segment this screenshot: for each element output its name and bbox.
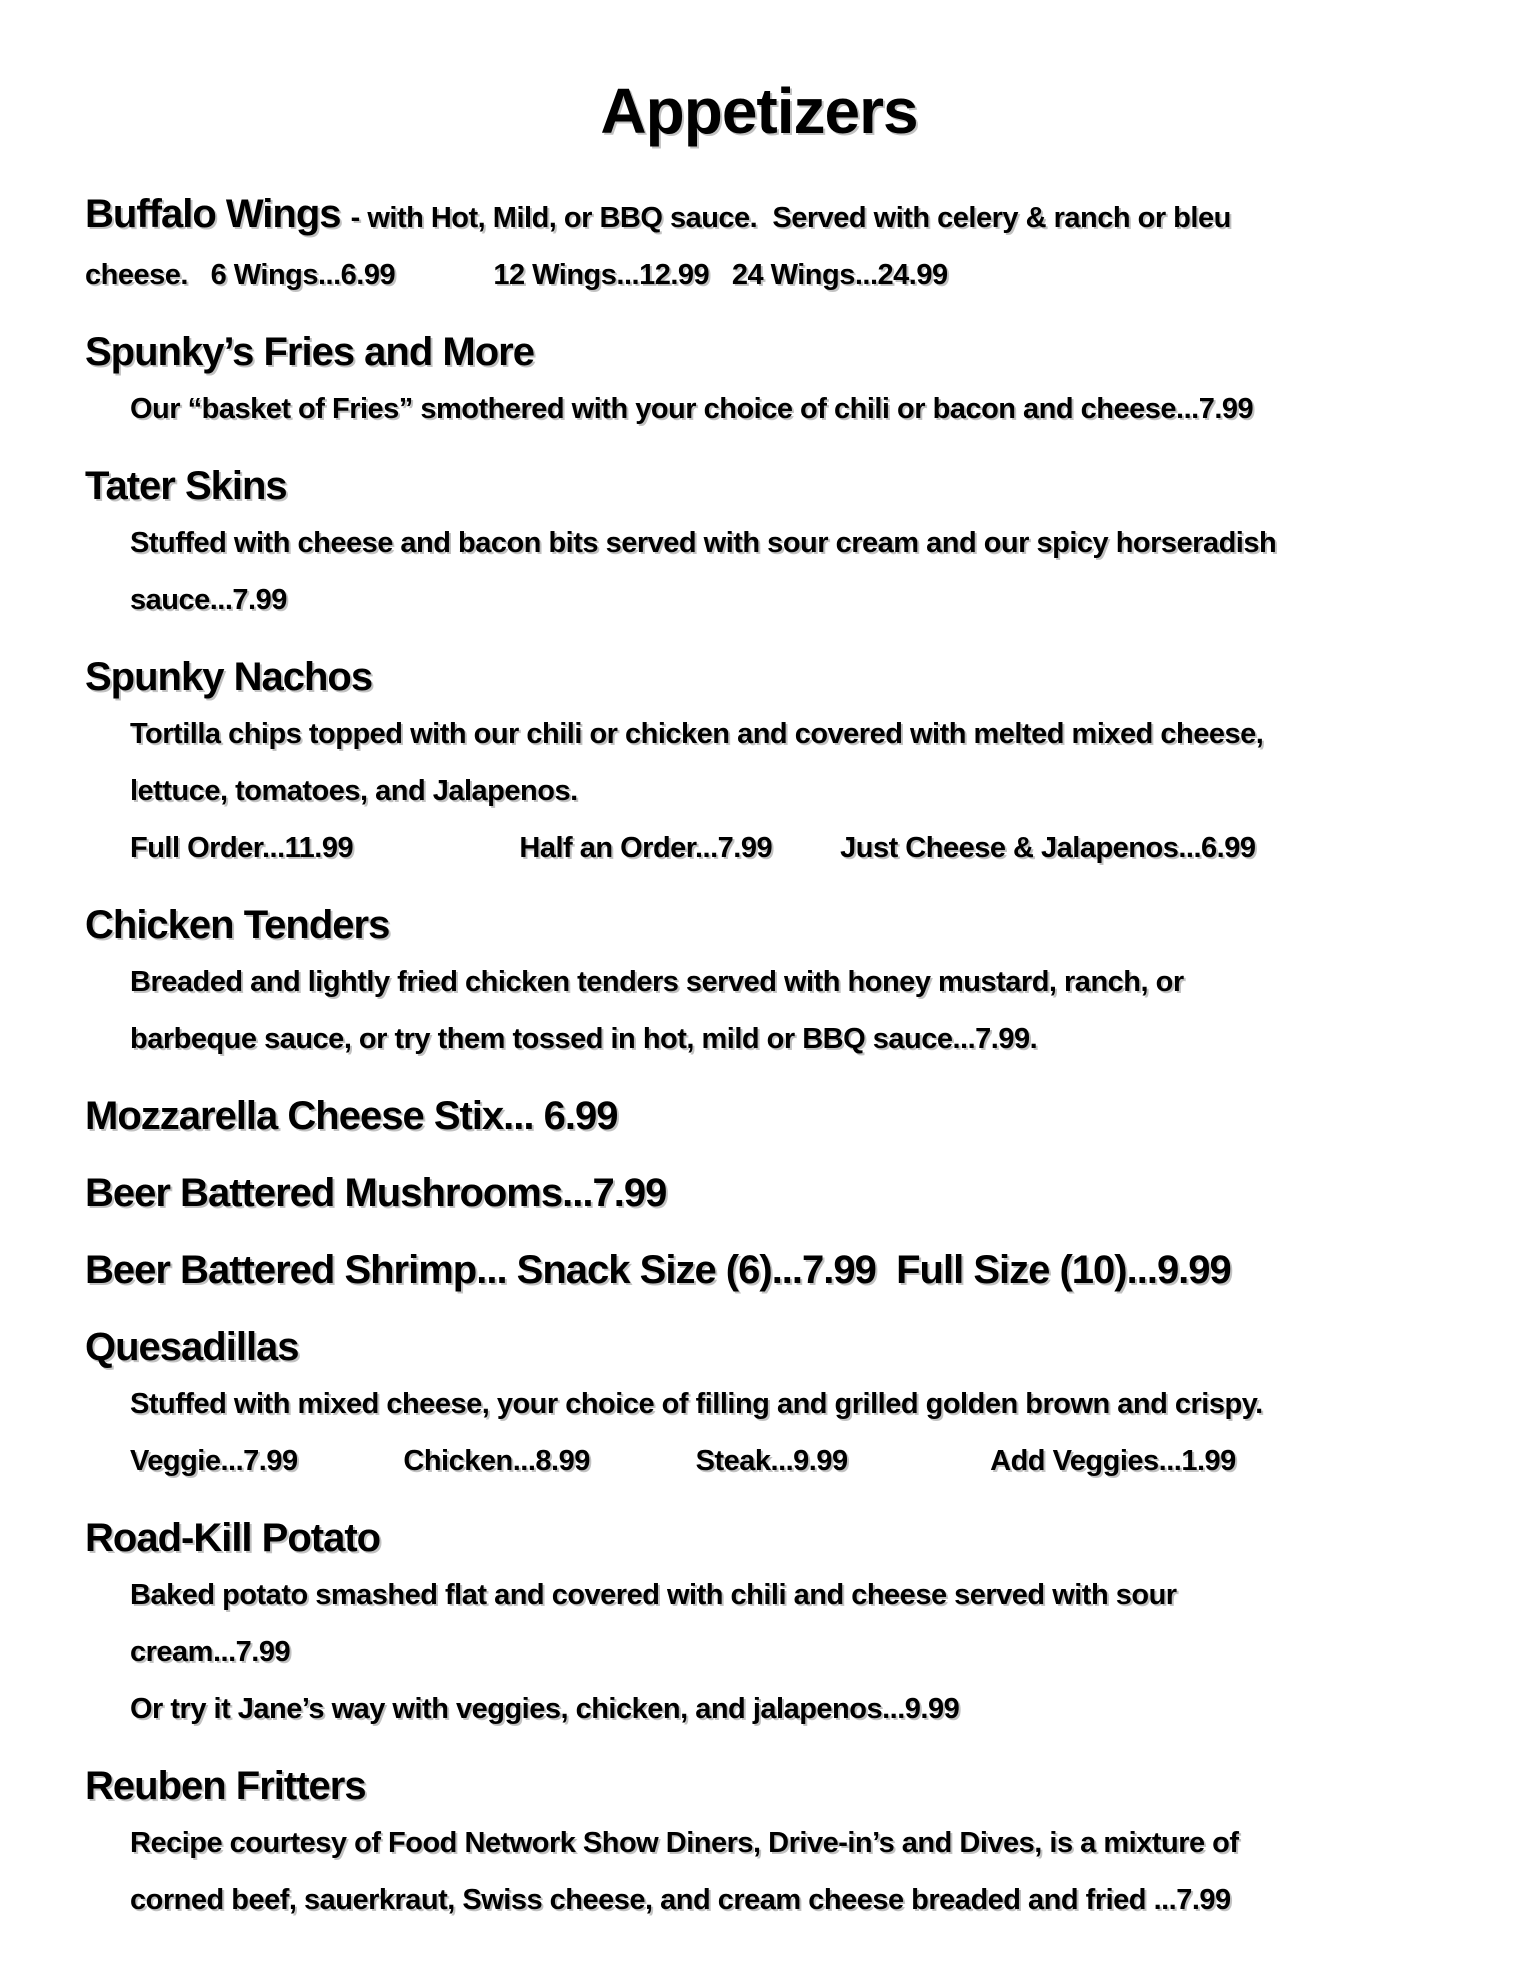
- item-name: Beer Battered Mushrooms...7.99: [85, 1171, 667, 1215]
- item-price-line: Veggie...7.99 Chicken...8.99 Steak...9.99 Add Veggies...1.99: [130, 1445, 1236, 1477]
- menu-item-reuben-fritters: [85, 1758, 1458, 1929]
- item-name: Reuben Fritters: [85, 1764, 366, 1808]
- item-line: cheese. 6 Wings...6.99 12 Wings...12.99 24 Wings...24.99: [85, 259, 948, 291]
- item-name: Buffalo Wings: [85, 192, 351, 236]
- item-line: Stuffed with cheese and bacon bits served with sour cream and our spicy horseradish: [130, 527, 1277, 559]
- item-name: Quesadillas: [85, 1325, 299, 1369]
- menu-item-road-kill-potato: [85, 1510, 1458, 1738]
- item-name: Tater Skins: [85, 464, 287, 508]
- menu-item-spunkys-fries: [85, 324, 1458, 438]
- item-line: sauce...7.99: [130, 584, 287, 616]
- item-name: Spunky Nachos: [85, 655, 373, 699]
- appetizers-menu: [0, 186, 1518, 1929]
- item-line: Recipe courtesy of Food Network Show Diners, Drive-in’s and Dives, is a mixture of: [130, 1827, 1239, 1859]
- item-line: lettuce, tomatoes, and Jalapenos.: [130, 775, 578, 807]
- menu-item-beer-battered-mushrooms: [85, 1165, 1458, 1222]
- item-line: Tortilla chips topped with our chili or chicken and covered with melted mixed cheese,: [130, 718, 1264, 750]
- item-price-line: Full Order...11.99 Half an Order...7.99 Just Cheese & Jalapenos...6.99: [130, 832, 1256, 864]
- menu-item-tater-skins: [85, 458, 1458, 629]
- item-line: Breaded and lightly fried chicken tenders served with honey mustard, ranch, or: [130, 966, 1184, 998]
- item-line: barbeque sauce, or try them tossed in hot, mild or BBQ sauce...7.99.: [130, 1023, 1038, 1055]
- item-name: Spunky’s Fries and More: [85, 330, 534, 374]
- page-title: Appetizers: [600, 75, 918, 147]
- menu-item-mozzarella-cheese-stix: [85, 1088, 1458, 1145]
- menu-item-beer-battered-shrimp: [85, 1242, 1458, 1299]
- item-description-inline: - with Hot, Mild, or BBQ sauce. Served with celery & ranch or bleu: [350, 202, 1231, 234]
- item-line: Baked potato smashed flat and covered with chili and cheese served with sour: [130, 1579, 1177, 1611]
- item-name: Road-Kill Potato: [85, 1516, 381, 1560]
- menu-item-quesadillas: [85, 1319, 1458, 1490]
- item-line: Or try it Jane’s way with veggies, chicken, and jalapenos...9.99: [130, 1693, 960, 1725]
- item-heading-line: [85, 186, 1458, 247]
- item-line: Stuffed with mixed cheese, your choice of filling and grilled golden brown and crispy.: [130, 1388, 1263, 1420]
- menu-item-spunky-nachos: [85, 649, 1458, 877]
- item-line: cream...7.99: [130, 1636, 291, 1668]
- item-line: Our “basket of Fries” smothered with your choice of chili or bacon and cheese...7.99: [130, 393, 1254, 425]
- item-name: Beer Battered Shrimp... Snack Size (6)...7.99 Full Size (10)...9.99: [85, 1248, 1231, 1292]
- item-name: Chicken Tenders: [85, 903, 390, 947]
- menu-item-chicken-tenders: [85, 897, 1458, 1068]
- item-line: corned beef, sauerkraut, Swiss cheese, and cream cheese breaded and fried ...7.99: [130, 1884, 1231, 1916]
- menu-item-buffalo-wings: [85, 186, 1458, 304]
- item-name: Mozzarella Cheese Stix... 6.99: [85, 1094, 618, 1138]
